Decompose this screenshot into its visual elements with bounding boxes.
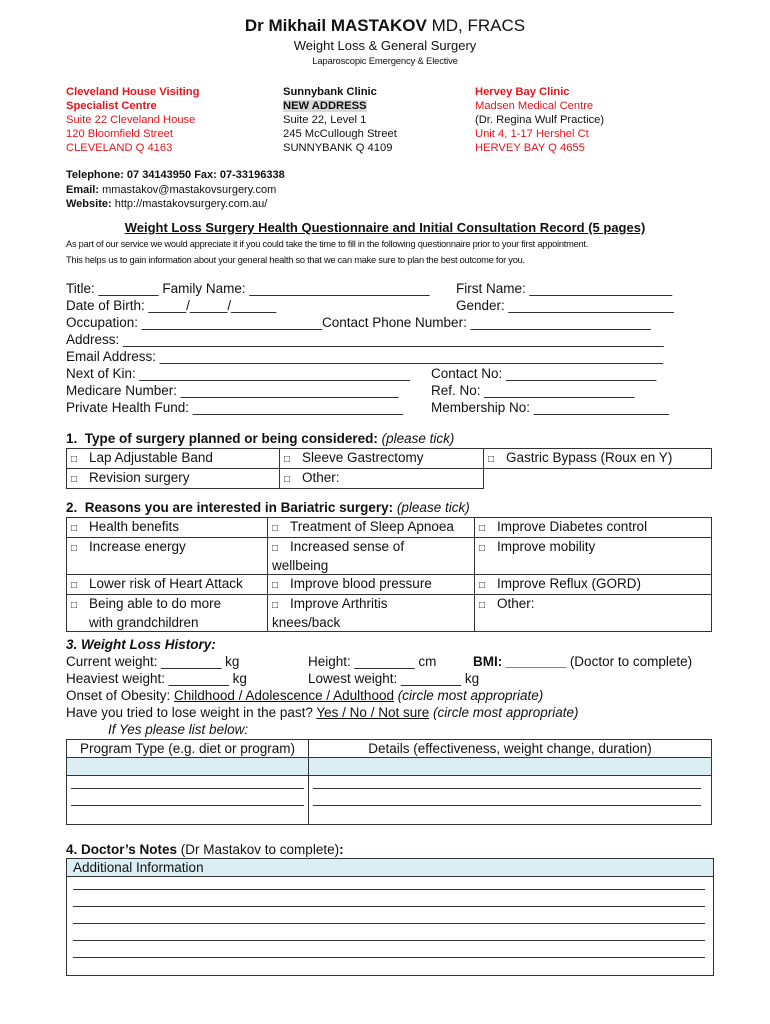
- personal-details: [66, 280, 696, 416]
- checkbox-icon[interactable]: □: [479, 600, 486, 611]
- notes-line[interactable]: [73, 957, 705, 958]
- current-weight-field[interactable]: Current weight: ________ kg: [66, 654, 240, 669]
- form-title: Weight Loss Surgery Health Questionnaire and Initial Consultation Record (5 pages): [124, 220, 646, 235]
- reason-sleep-apnoea[interactable]: □ Treatment of Sleep Apnoea: [268, 518, 475, 538]
- next-of-kin-field[interactable]: Next of Kin: ____________________________________: [66, 366, 410, 381]
- program-type-header: Program Type (e.g. diet or program): [67, 740, 309, 758]
- section-4-heading: 4. Doctor’s Notes (Dr Mastakov to complete):: [66, 842, 344, 857]
- program-details-cell[interactable]: [309, 758, 712, 776]
- health-fund-field[interactable]: Private Health Fund: ____________________________: [66, 400, 404, 415]
- option-gastric-bypass[interactable]: □ Gastric Bypass (Roux en Y): [484, 449, 712, 469]
- checkbox-icon[interactable]: □: [71, 543, 78, 554]
- checkbox-icon[interactable]: □: [71, 474, 78, 485]
- option-sleeve[interactable]: □ Sleeve Gastrectomy: [280, 449, 484, 469]
- option-revision[interactable]: □ Revision surgery: [67, 469, 280, 489]
- ref-no-field[interactable]: Ref. No: ____________________: [431, 383, 635, 398]
- reason-wellbeing[interactable]: □ Increased sense of wellbeing: [268, 538, 475, 575]
- reason-heart-attack[interactable]: □ Lower risk of Heart Attack: [67, 575, 268, 595]
- clinic-cleveland: Cleveland House Visiting Specialist Centre Suite 22 Cleveland House 120 Bloomfield Street CLEVELAND Q 4163: [66, 86, 200, 154]
- option-other[interactable]: □ Other:: [280, 469, 484, 489]
- gender-field[interactable]: Gender: ______________________: [456, 298, 674, 313]
- program-type-cell[interactable]: [67, 776, 309, 825]
- program-type-cell[interactable]: [67, 758, 309, 776]
- checkbox-icon[interactable]: □: [284, 454, 291, 465]
- reason-mobility[interactable]: □ Improve mobility: [475, 538, 712, 575]
- email-field[interactable]: Email Address: ___________________________________________________________________: [66, 349, 663, 364]
- notes-line[interactable]: [73, 906, 705, 907]
- checkbox-icon[interactable]: □: [71, 523, 78, 534]
- reason-reflux[interactable]: □ Improve Reflux (GORD): [475, 575, 712, 595]
- option-lap-band[interactable]: □ Lap Adjustable Band: [67, 449, 280, 469]
- reason-diabetes[interactable]: □ Improve Diabetes control: [475, 518, 712, 538]
- address-field[interactable]: Address: ________________________________________________________________________: [66, 332, 664, 347]
- website-line: Website: http://mastakovsurgery.com.au/: [66, 198, 268, 210]
- checkbox-icon[interactable]: □: [71, 580, 78, 591]
- bmi-field[interactable]: BMI: ________ (Doctor to complete): [473, 654, 693, 669]
- email-line: Email: mmastakov@mastakovsurgery.com: [66, 183, 277, 196]
- checkbox-icon[interactable]: □: [272, 523, 279, 534]
- reasons-table: [66, 517, 712, 632]
- lowest-weight-field[interactable]: Lowest weight: ________ kg: [308, 671, 480, 686]
- doctor-name: Dr Mikhail MASTAKOV MD, FRACS: [244, 16, 526, 35]
- checkbox-icon[interactable]: □: [71, 600, 78, 611]
- checkbox-icon[interactable]: □: [272, 600, 279, 611]
- checkbox-icon[interactable]: □: [284, 474, 291, 485]
- specialty-detail: Laparoscopic Emergency & Elective: [312, 56, 458, 67]
- intro-line-1: As part of our service we would appreciate it if you could take the time to fill in the following questionnaire prior to your first appointment.: [66, 239, 589, 249]
- clinic-sunnybank: Sunnybank Clinic NEW ADDRESS Suite 22, Level 1 245 McCullough Street SUNNYBANK Q 4109: [283, 86, 397, 154]
- membership-field[interactable]: Membership No: __________________: [431, 400, 669, 415]
- program-details-header: Details (effectiveness, weight change, duration): [309, 740, 712, 758]
- checkbox-icon[interactable]: □: [272, 580, 279, 591]
- title-family-name-field[interactable]: Title: ________ Family Name: ________________________: [66, 281, 430, 296]
- contact-block: [66, 168, 285, 212]
- checkbox-icon[interactable]: □: [272, 543, 279, 554]
- medicare-field[interactable]: Medicare Number: _____________________________: [66, 383, 399, 398]
- onset-of-obesity[interactable]: Onset of Obesity: Childhood / Adolescence / Adulthood (circle most appropriate): [66, 688, 544, 703]
- clinic-hervey-bay: Hervey Bay Clinic Madsen Medical Centre (Dr. Regina Wulf Practice) Unit 4, 1-17 Hershel Ct HERVEY BAY Q 4655: [475, 86, 605, 154]
- reason-grandchildren[interactable]: □ Being able to do more with grandchildren: [67, 595, 268, 632]
- checkbox-icon[interactable]: □: [479, 543, 486, 554]
- contact-no-field[interactable]: Contact No: ____________________: [431, 366, 657, 381]
- notes-line[interactable]: [73, 923, 705, 924]
- first-name-field[interactable]: First Name: ___________________: [456, 281, 673, 296]
- reason-energy[interactable]: □ Increase energy: [67, 538, 268, 575]
- surgery-type-table: [66, 448, 712, 489]
- doctors-notes-box[interactable]: [66, 858, 714, 976]
- notes-line[interactable]: [73, 889, 705, 890]
- checkbox-icon[interactable]: □: [488, 454, 495, 465]
- checkbox-icon[interactable]: □: [479, 580, 486, 591]
- reason-health-benefits[interactable]: □ Health benefits: [67, 518, 268, 538]
- section-1-heading: 1. Type of surgery planned or being considered: (please tick): [66, 431, 455, 446]
- intro-line-2: This helps us to gain information about your general health so that we can make sure to plan the best outcome for you.: [66, 255, 525, 265]
- program-details-cell[interactable]: [309, 776, 712, 825]
- checkbox-icon[interactable]: □: [71, 454, 78, 465]
- tried-lose-weight[interactable]: Have you tried to lose weight in the past? Yes / No / Not sure (circle most appropriate): [66, 705, 579, 720]
- if-yes-label: If Yes please list below:: [108, 722, 249, 737]
- height-field[interactable]: Height: ________ cm: [308, 654, 437, 669]
- telephone-fax: Telephone: 07 34143950 Fax: 07-33196338: [66, 169, 285, 181]
- section-3-heading: 3. Weight Loss History:: [66, 637, 216, 652]
- specialty: Weight Loss & General Surgery: [293, 38, 477, 53]
- occupation-phone-field[interactable]: Occupation: ________________________Contact Phone Number: ________________________: [66, 315, 651, 330]
- dob-field[interactable]: Date of Birth: _____/_____/______: [66, 298, 277, 313]
- checkbox-icon[interactable]: □: [479, 523, 486, 534]
- notes-line[interactable]: [73, 940, 705, 941]
- reason-arthritis[interactable]: □ Improve Arthritis knees/back: [268, 595, 475, 632]
- heaviest-weight-field[interactable]: Heaviest weight: ________ kg: [66, 671, 247, 686]
- section-2-heading: 2. Reasons you are interested in Bariatric surgery: (please tick): [66, 500, 470, 515]
- reason-blood-pressure[interactable]: □ Improve blood pressure: [268, 575, 475, 595]
- additional-information-label: Additional Information: [67, 859, 713, 877]
- weight-loss-programs-table: [66, 739, 712, 825]
- reason-other[interactable]: □ Other:: [475, 595, 712, 632]
